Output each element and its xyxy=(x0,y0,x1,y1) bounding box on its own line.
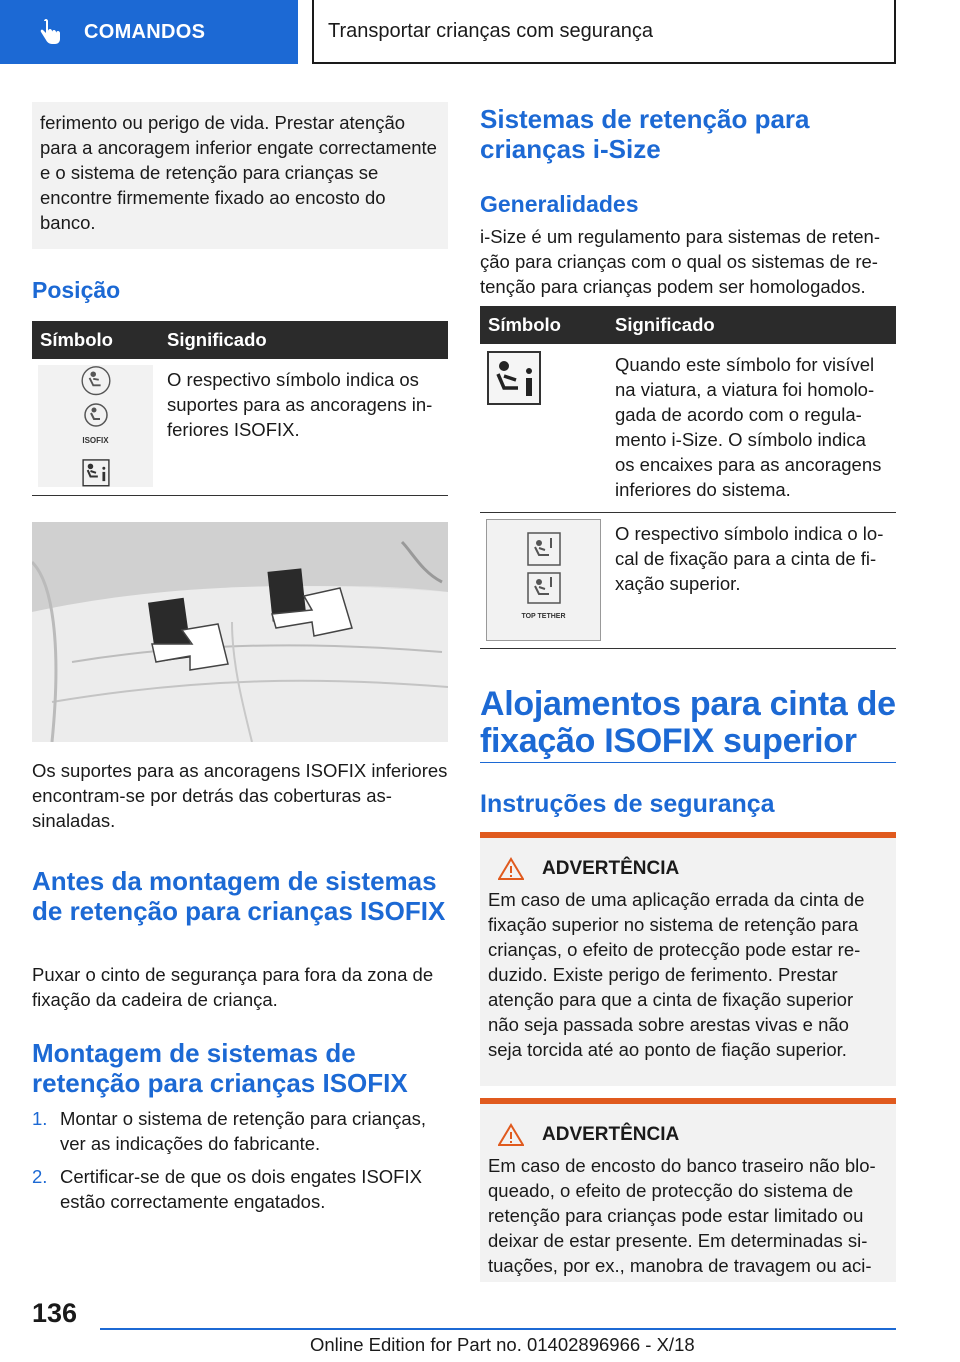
warning-triangle-icon xyxy=(498,1123,524,1147)
edition-text: Online Edition for Part no. 01402896966 - X/18 xyxy=(310,1334,695,1355)
alojamentos-heading: Alojamentos para cinta de fixação ISOFIX superior xyxy=(480,685,896,760)
montagem-heading: Montagem de sistemas de retenção para crianças ISOFIX xyxy=(32,1038,408,1098)
list-item xyxy=(32,1164,448,1214)
table-row xyxy=(480,513,896,649)
footer-rule xyxy=(100,1328,896,1330)
warning-title: ADVERTÊNCIA xyxy=(542,1124,680,1145)
generalidades-heading: Generalidades xyxy=(480,191,639,217)
table-row xyxy=(32,359,448,495)
warning-title: ADVERTÊNCIA xyxy=(542,858,680,879)
isize-meaning: Quando este símbolo for visível na viatura, a viatura foi homologada de acordo com o regulamento i-Size. O símbolo indica os encaixes para as ancoragens inferiores do sistema. xyxy=(607,344,896,513)
generalidades-text: i-Size é um regulamento para sistemas de retenção para crianças com o qual os sistemas de retenção para crianças podem ser homologados. xyxy=(480,226,881,297)
top-tether-anchor-icon xyxy=(527,572,561,604)
isofix-anchor-icon xyxy=(81,402,111,428)
warning-box-1 xyxy=(480,832,896,1086)
top-tether-meaning: O respectivo símbolo indica o local de fixação para a cinta de fixação superior. xyxy=(607,513,896,649)
intro-text: ferimento ou perigo de vida. Prestar atenção para a ancoragem inferior engate correctamente e o sistema de retenção para crianças se encontre firmemente fixado ao encosto do banco. xyxy=(40,112,437,233)
isize-symbol-table xyxy=(480,306,896,649)
list-item xyxy=(32,1106,448,1156)
page-title: Transportar crianças com segurança xyxy=(312,0,896,64)
antes-heading: Antes da montagem de sistemas de retenção para crianças ISOFIX xyxy=(32,866,446,926)
photo-caption: Os suportes para as ancoragens ISOFIX inferiores encontram-se por detrás das coberturas assinaladas. xyxy=(32,760,448,831)
top-tether-icon xyxy=(527,532,561,566)
isize-heading: Sistemas de retenção para crianças i-Size xyxy=(480,104,810,164)
step-number: 1. xyxy=(32,1108,48,1129)
step-number: 2. xyxy=(32,1166,48,1187)
heading-rule xyxy=(480,762,896,763)
rear-seat-photo xyxy=(32,522,448,742)
top-tether-symbols xyxy=(486,519,601,641)
instrucoes-heading: Instruções de segurança xyxy=(480,790,775,818)
isofix-symbols xyxy=(38,365,153,487)
warning-text: Em caso de uma aplicação errada da cinta de fixação superior no sistema de retenção para crianças, o efeito de protecção pode estar reduzido. Existe perigo de ferimento. Prestar atenção para que a cinta de fixação superior não seja passada sobre arestas vivas e não seja torcida até ao ponto de fiação superior. xyxy=(488,889,865,1060)
table-header-meaning: Significado xyxy=(159,321,448,359)
intro-box xyxy=(32,102,448,249)
section-label: COMANDOS xyxy=(84,20,206,43)
top-tether-label: TOP TETHER xyxy=(521,612,566,620)
steps-list xyxy=(32,1106,448,1222)
isofix-icon-label: ISOFIX xyxy=(82,436,109,446)
section-tab[interactable] xyxy=(0,0,298,64)
step-text: Montar o sistema de retenção para crianças, ver as indicações do fabricante. xyxy=(60,1108,427,1154)
table-header-symbol: Símbolo xyxy=(32,321,159,359)
child-seat-icon xyxy=(79,365,113,396)
isize-child-seat-icon xyxy=(81,459,111,487)
table-row xyxy=(480,344,896,513)
table-header-meaning: Significado xyxy=(607,306,896,344)
posicao-heading: Posição xyxy=(32,277,121,303)
warning-text: Em caso de encosto do banco traseiro não bloqueado, o efeito de protecção do sistema de retenção para crianças pode estar limitado ou deixar de estar presente. Em determinadas situações, por ex., manobra de travagem ou aci- xyxy=(488,1155,876,1276)
warning-box-2 xyxy=(480,1098,896,1282)
left-column xyxy=(32,102,448,249)
warning-header xyxy=(488,856,888,881)
isofix-symbol-table xyxy=(32,321,448,496)
antes-text: Puxar o cinto de segurança para fora da zona de fixação da cadeira de criança. xyxy=(32,964,434,1010)
warning-header xyxy=(488,1122,888,1147)
page-number: 136 xyxy=(32,1298,78,1328)
rear-seat-illustration xyxy=(32,522,448,742)
table-header-symbol: Símbolo xyxy=(480,306,607,344)
hand-pointer-icon xyxy=(40,19,62,45)
step-text: Certificar-se de que os dois engates ISOFIX estão correctamente engatados. xyxy=(60,1166,422,1212)
isize-symbol-icon xyxy=(486,350,542,406)
warning-triangle-icon xyxy=(498,857,524,881)
isofix-meaning: O respectivo símbolo indica os suportes para as ancoragens inferiores ISOFIX. xyxy=(159,359,448,495)
